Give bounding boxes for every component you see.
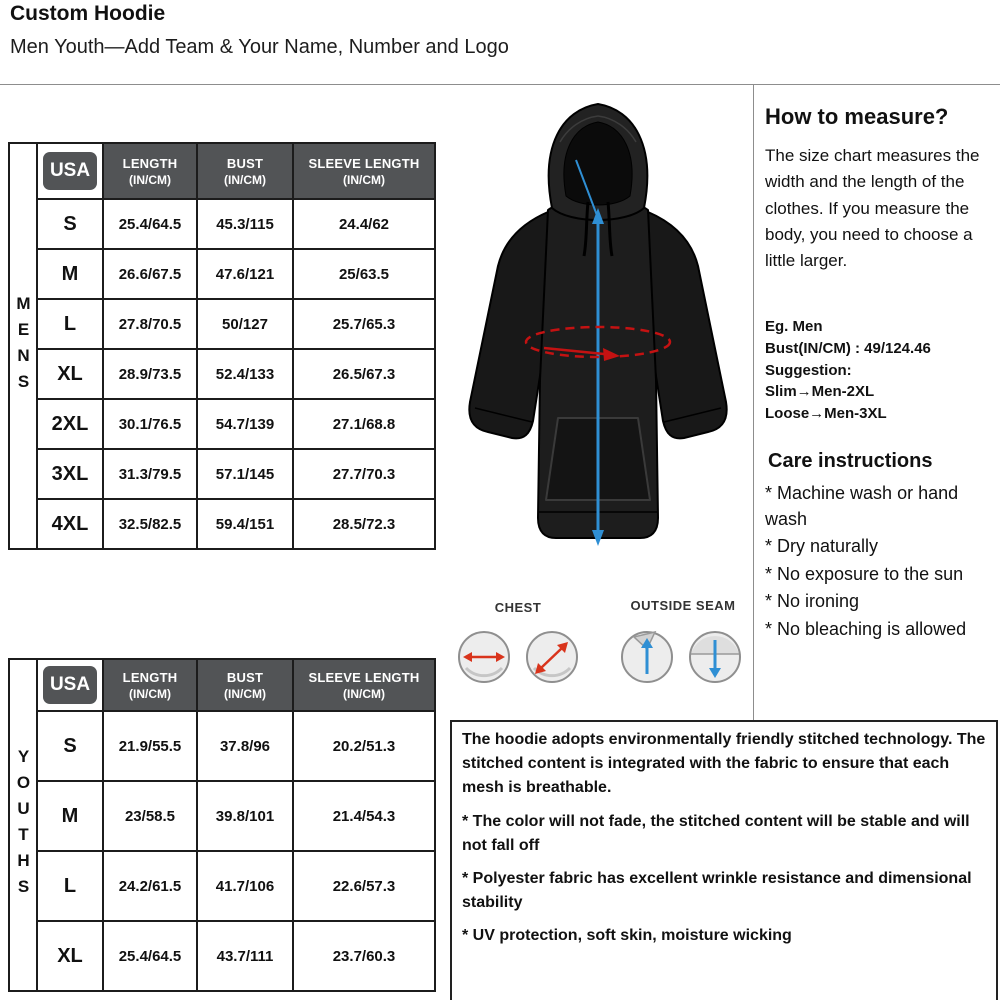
seam-up-arrow-icon [618, 628, 676, 686]
bust-cell: 52.4/133 [197, 349, 293, 399]
sleeve-cell: 23.7/60.3 [293, 921, 435, 991]
bust-cell: 50/127 [197, 299, 293, 349]
size-cell: S [37, 711, 103, 781]
sleeve-cell: 24.4/62 [293, 199, 435, 249]
care-item: * No ironing [765, 591, 860, 612]
example-line: Loose→Men-3XL [765, 405, 887, 422]
care-item: * No bleaching is allowed [765, 618, 967, 639]
bust-cell: 54.7/139 [197, 399, 293, 449]
size-cell: L [37, 299, 103, 349]
sleeve-cell: 28.5/72.3 [293, 499, 435, 549]
sleeve-cell: 21.4/54.3 [293, 781, 435, 851]
sleeve-cell: 25/63.5 [293, 249, 435, 299]
table-row [9, 349, 435, 399]
length-cell: 32.5/82.5 [103, 499, 197, 549]
bust-cell: 57.1/145 [197, 449, 293, 499]
chest-width-icon [455, 628, 513, 686]
length-cell: 26.6/67.5 [103, 249, 197, 299]
description-intro: The hoodie adopts environmentally friendly stitched technology. The stitched content is integrated with the fabric to ensure that each mesh is breathable. [462, 731, 986, 796]
example-line: Suggestion: [765, 361, 852, 379]
sleeve-cell: 22.6/57.3 [293, 851, 435, 921]
column-header-bust: BUST (IN/CM) [197, 143, 293, 199]
length-cell: 21.9/55.5 [103, 711, 197, 781]
table-row [9, 851, 435, 921]
hoodie-product-image [448, 90, 748, 590]
table-row [9, 249, 435, 299]
column-header-bust: BUST (IN/CM) [197, 659, 293, 711]
size-cell: L [37, 851, 103, 921]
product-description-box [450, 720, 998, 1000]
bust-cell: 41.7/106 [197, 851, 293, 921]
size-cell: 3XL [37, 449, 103, 499]
column-header-length: LENGTH (IN/CM) [103, 143, 197, 199]
size-cell: M [37, 781, 103, 851]
length-cell: 27.8/70.5 [103, 299, 197, 349]
vertical-divider [753, 85, 754, 720]
bust-cell: 47.6/121 [197, 249, 293, 299]
description-bullet: * The color will not fade, the stitched content will be stable and will not fall off [462, 813, 970, 854]
table-row [9, 781, 435, 851]
example-line: Slim→Men-2XL [765, 383, 875, 401]
table-row [9, 199, 435, 249]
size-cell: S [37, 199, 103, 249]
care-instructions-heading: Care instructions [768, 450, 933, 472]
description-bullet: * UV protection, soft skin, moisture wicking [462, 927, 792, 944]
mens-size-table [8, 142, 436, 550]
outside-seam-label: OUTSIDE SEAM [630, 598, 736, 613]
sleeve-cell: 25.7/65.3 [293, 299, 435, 349]
length-cell: 25.4/64.5 [103, 921, 197, 991]
length-cell: 28.9/73.5 [103, 349, 197, 399]
bust-cell: 37.8/96 [197, 711, 293, 781]
table-row [9, 399, 435, 449]
mens-group-label: MENS [9, 143, 37, 549]
care-item: * Machine wash or hand wash [765, 483, 959, 529]
size-cell: 4XL [37, 499, 103, 549]
chest-label: CHEST [494, 600, 542, 615]
length-cell: 31.3/79.5 [103, 449, 197, 499]
column-header-sleeve: SLEEVE LENGTH (IN/CM) [293, 659, 435, 711]
sleeve-cell: 20.2/51.3 [293, 711, 435, 781]
length-cell: 24.2/61.5 [103, 851, 197, 921]
size-cell: XL [37, 349, 103, 399]
bust-cell: 39.8/101 [197, 781, 293, 851]
bust-cell: 43.7/111 [197, 921, 293, 991]
description-bullet: * Polyester fabric has excellent wrinkle resistance and dimensional stability [462, 870, 972, 911]
sleeve-cell: 26.5/67.3 [293, 349, 435, 399]
care-item: * No exposure to the sun [765, 563, 964, 584]
care-instructions-list [765, 481, 998, 644]
how-to-measure-body: The size chart measures the width and the length of the clothes. If you measure the body, you need to choose a little larger. [765, 146, 980, 271]
chest-diagonal-icon [523, 628, 581, 686]
sleeve-cell: 27.7/70.3 [293, 449, 435, 499]
length-cell: 30.1/76.5 [103, 399, 197, 449]
page-title: Custom Hoodie [10, 2, 166, 25]
bust-cell: 45.3/115 [197, 199, 293, 249]
sleeve-cell: 27.1/68.8 [293, 399, 435, 449]
size-cell: XL [37, 921, 103, 991]
column-header-sleeve: SLEEVE LENGTH (IN/CM) [293, 143, 435, 199]
usa-header: USA [37, 659, 103, 711]
example-line: Eg. Men [765, 318, 823, 335]
youths-size-table [8, 658, 436, 992]
care-item: * Dry naturally [765, 536, 879, 557]
how-to-measure-heading: How to measure? [765, 104, 949, 129]
size-cell: M [37, 249, 103, 299]
horizontal-divider [0, 84, 1000, 85]
table-row [9, 711, 435, 781]
table-row [9, 499, 435, 549]
length-cell: 25.4/64.5 [103, 199, 197, 249]
table-row [9, 921, 435, 991]
page-subtitle: Men Youth—Add Team & Your Name, Number and Logo [10, 36, 509, 58]
size-cell: 2XL [37, 399, 103, 449]
table-row [9, 449, 435, 499]
bust-cell: 59.4/151 [197, 499, 293, 549]
column-header-length: LENGTH (IN/CM) [103, 659, 197, 711]
usa-header: USA [37, 143, 103, 199]
example-line: Bust(IN/CM) : 49/124.46 [765, 339, 931, 357]
table-row [9, 299, 435, 349]
seam-down-arrow-icon [686, 628, 744, 686]
sizing-example [765, 316, 931, 425]
length-cell: 23/58.5 [103, 781, 197, 851]
youths-group-label: YOUTHS [9, 659, 37, 991]
